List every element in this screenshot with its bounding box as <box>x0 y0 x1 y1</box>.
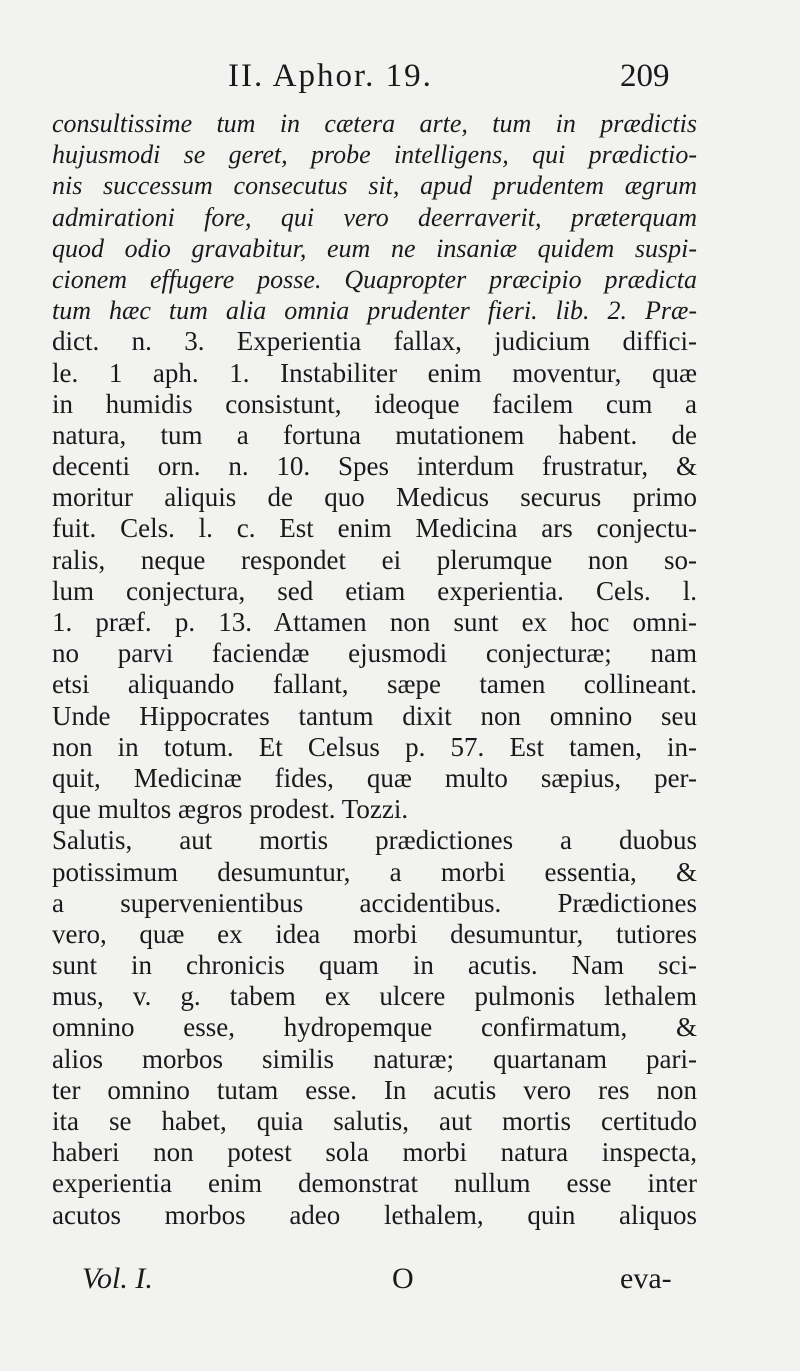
text-line: tum hæc tum alia omnia prudenter fieri. lib. 2. Præ- <box>52 296 697 326</box>
text-line: Unde Hippocrates tantum dixit non omnino seu <box>52 700 697 731</box>
text-line: haberi non potest sola morbi natura inspecta, <box>52 1137 697 1168</box>
catchword: eva- <box>620 1262 672 1295</box>
page-header <box>0 58 800 98</box>
text-line: in humidis consistunt, ideoque facilem cum a <box>52 388 697 419</box>
text-line: ralis, neque respondet ei plerumque non so- <box>52 544 697 575</box>
body-text <box>52 108 697 1231</box>
text-line: no parvi faciendæ ejusmodi conjecturæ; nam <box>52 638 697 669</box>
text-line: ter omnino tutam esse. In acutis vero res non <box>52 1074 697 1105</box>
text-line: cionem effugere posse. Quapropter præcipio prædicta <box>52 264 697 294</box>
text-line: 1. præf. p. 13. Attamen non sunt ex hoc omni- <box>52 607 697 637</box>
text-line: mus, v. g. tabem ex ulcere pulmonis lethalem <box>52 981 697 1012</box>
text-line: lum conjectura, sed etiam experientia. Cels. l. <box>52 575 697 606</box>
text-line: non in totum. Et Celsus p. 57. Est tamen, in- <box>52 731 697 762</box>
text-line: ita se habet, quia salutis, aut mortis certitudo <box>52 1106 697 1136</box>
text-line: alios morbos similis naturæ; quartanam pari- <box>52 1043 697 1074</box>
signature-mark: O <box>392 1262 414 1295</box>
running-head: II. Aphor. 19. <box>228 58 433 94</box>
text-line: le. 1 aph. 1. Instabiliter enim moventur, quæ <box>52 357 697 388</box>
text-line: nis successum consecutus sit, apud prudentem ægrum <box>52 171 697 201</box>
text-line: Salutis, aut mortis prædictiones a duobus <box>52 825 697 856</box>
text-line: fuit. Cels. l. c. Est enim Medicina ars conjectu- <box>52 513 697 544</box>
page-footer <box>0 1262 800 1302</box>
text-line: hujusmodi se geret, probe intelligens, qui prædictio- <box>52 140 697 170</box>
text-line: potissimum desumuntur, a morbi essentia, & <box>52 856 697 887</box>
text-line: experientia enim demonstrat nullum esse inter <box>52 1168 697 1199</box>
text-line: quit, Medicinæ fides, quæ multo sæpius, per- <box>52 762 697 793</box>
text-line: dict. n. 3. Experientia fallax, judicium diffici- <box>52 326 697 357</box>
text-line: moritur aliquis de quo Medicus securus primo <box>52 482 697 513</box>
text-line: etsi aliquando fallant, sæpe tamen collineant. <box>52 669 697 700</box>
volume-label: Vol. I. <box>82 1262 153 1295</box>
text-line: omnino esse, hydropemque confirmatum, & <box>52 1012 697 1043</box>
text-line: natura, tum a fortuna mutationem habent. de <box>52 419 697 450</box>
text-line: admirationi fore, qui vero deerraverit, præterquam <box>52 202 697 232</box>
text-line: decenti orn. n. 10. Spes interdum frustratur, & <box>52 451 697 482</box>
text-line: consultissime tum in cætera arte, tum in prædictis <box>52 109 697 138</box>
page-number: 209 <box>620 58 670 94</box>
text-line: que multos ægros prodest. Tozzi. <box>52 794 409 825</box>
text-line: a supervenientibus accidentibus. Prædictiones <box>52 887 697 918</box>
text-line: acutos morbos adeo lethalem, quin aliquos <box>52 1199 697 1230</box>
text-line: quod odio gravabitur, eum ne insaniæ quidem suspi- <box>52 233 697 263</box>
text-line: vero, quæ ex idea morbi desumuntur, tutiores <box>52 918 697 949</box>
text-line: sunt in chronicis quam in acutis. Nam sci- <box>52 950 697 981</box>
